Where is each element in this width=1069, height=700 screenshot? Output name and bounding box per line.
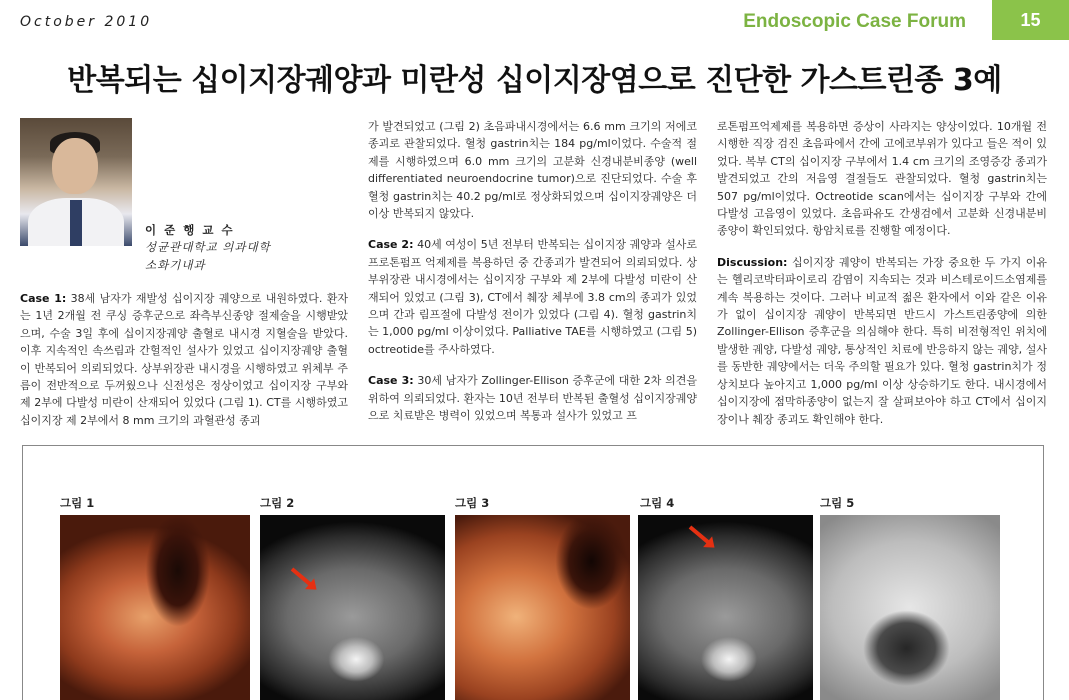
figure-4-label: 그림 4 [640,496,675,510]
figure-1-label: 그림 1 [60,496,95,510]
case1-paragraph [20,290,348,429]
author-affiliation-line2: 소화기내과 [145,258,206,272]
figure-4-ct-image [638,515,813,700]
page-number: 15 [992,0,1069,40]
author-affiliation [145,238,271,274]
case3-continued: 로톤펌프억제제를 복용하면 증상이 사라지는 양상이었다. 10개월 전 시행한 직장 검진 초음파에서 간에 고에코부위가 있다고 들은 적이 있었다. 복부 CT의 십이지장 구부에서 1.4 cm 크기의 조영증강 종괴가 발견되었고 간의 저음영 결절들도 관찰되었다. 혈청 gastrin치는 507 pg/ml이었다. Octreotide scan에서는 십이지장 구부와 간에 다발성 고음영이 있었다. 초음파유도 간생검에서 고분화 신경내분비종양이 확인되었다. 항암치료를 진행할 예정이다. [717,120,1047,238]
author-affiliation-line1: 성균관대학교 의과대학 [145,240,271,254]
case1-continued: 가 발견되었고 (그림 2) 초음파내시경에서는 6.6 mm 크기의 저에코종괴로 관찰되었다. 혈청 gastrin치는 184 pg/ml이었다. 수술적 절제를 시행하였으며 6.0 mm 크기의 고분화 신경내분비종양 (well differentiated neuroendocrine tumor)으로 진단되었다. 수술 후 혈청 gastrin치는 40.2 pg/ml로 정상화되었으며 십이지장궤양은 더 이상 반복되지 않았다. [368,120,697,221]
discussion-paragraph [717,254,1047,428]
case3-text: 30세 남자가 Zollinger-Ellison 증후군에 대한 2차 의견을 위하여 의뢰되었다. 환자는 10년 전부터 반복된 출혈성 십이지장궤양으로 치료받은 병력이 있었으며 복통과 설사가 있었고 프 [368,374,697,423]
case2-heading: Case 2: [368,238,414,252]
figure-4-arrow-icon [689,525,711,545]
author-photo [20,118,132,246]
case1-text: 38세 남자가 재발성 십이지장 궤양으로 내원하였다. 환자는 1년 2개월 전 쿠싱 증후군으로 좌측부신종양 절제술을 시행받았으며, 수술 3일 후에 십이지장궤양 출혈로 내시경 지혈술을 받았다. 이후 지속적인 속쓰림과 간헐적인 설사가 있었고 십이지장궤양 출혈이 반복되어 의뢰되었다. 상부위장관 내시경을 시행하였고 위체부 주름이 전반적으로 두꺼웠으나 신전성은 정상이었고 십이지장 구부와 제 2부에 다발성 미란이 산재되어 있었다 (그림 1). CT를 시행하였고 십이지장 제 2부에서 8 mm 크기의 과혈관성 종괴 [20,292,348,427]
text-column-2 [368,118,697,439]
text-column-3 [717,118,1047,442]
case1-heading: Case 1: [20,292,67,305]
author-name: 이 준 행 교 수 [145,223,235,237]
text-column-1 [20,290,348,443]
figure-5-label: 그림 5 [820,496,855,510]
case2-paragraph [368,236,697,358]
figure-5-angiography-image [820,515,1000,700]
case3-heading: Case 3: [368,374,414,388]
discussion-heading: Discussion: [717,255,788,269]
issue-date: October 2010 [20,14,153,30]
figure-3-endoscopy-image [455,515,630,700]
figure-2-arrow-icon [291,567,313,587]
figure-2-ct-image [260,515,445,700]
article-title: 반복되는 십이지장궤양과 미란성 십이지장염으로 진단한 가스트린종 3예 [67,63,1002,98]
discussion-text: 십이지장 궤양이 반복되는 가장 중요한 두 가지 이유는 헬리코박터파이로리 감염이 지속되는 것과 비스테로이드소염제를 계속 복용하는 것이다. 그러나 비교적 젊은 환자에서 이와 같은 이유가 없이 십이지장 궤양이 반복되면 반드시 가스트린종양에 의한 Zollinger-Ellison 증후군을 의심해야 한다. 특히 비전형적인 위치에 발생한 궤양, 다발성 궤양, 통상적인 치료에 반응하지 않는 궤양, 설사를 동반한 궤양에서는 더욱 주의할 필요가 있다. 혈청 gastrin치가 정상치보다 높아지고 1,000 pg/ml 이상 상승하기도 한다. 내시경에서 십이지장에 점막하종양이 없는지 잘 살펴보아야 하고 CT에서 십이지장이나 췌장 종괴도 확인해야 한다. [717,255,1047,426]
case3-paragraph [368,372,697,424]
figure-1-endoscopy-image [60,515,250,700]
figure-3-label: 그림 3 [455,496,490,510]
forum-title: Endoscopic Case Forum [743,11,966,32]
case2-text: 40세 여성이 5년 전부터 반복되는 십이지장 궤양과 설사로 프로톤펌프 억제제를 복용하던 중 간종괴가 발견되어 의뢰되었다. 상부위장관 내시경에서는 십이지장 구부와 제 2부에 다발성 미란이 산재되어 있었고 (그림 3), CT에서 췌장 체부에 3.8 cm의 종괴가 있었으며 간과 림프절에 다발성 전이가 있었다 (그림 4). 혈청 gastrin치는 1,000 pg/ml 이상이었다. Palliative TAE를 시행하였고 (그림 5) octreotide를 주사하였다. [368,238,697,356]
figure-2-label: 그림 2 [260,496,295,510]
